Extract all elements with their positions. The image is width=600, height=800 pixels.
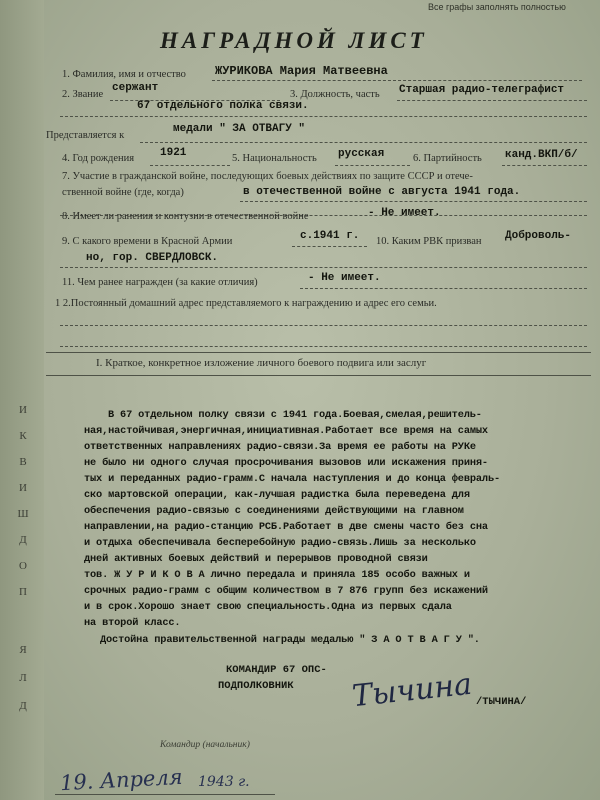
field-3-label: 3. Должность, часть bbox=[290, 89, 380, 100]
field-rule bbox=[140, 142, 587, 143]
field-6-label: 6. Партийность bbox=[413, 153, 482, 164]
narrative-line: и в срок.Хорошо знает свою специальность.Одна из первых сдала bbox=[84, 601, 452, 613]
margin-letter: Ш bbox=[17, 508, 29, 520]
conclusion-line: Достойна правительственной награды медалью " З А О Т В А Г У ". bbox=[100, 634, 480, 646]
field-rule bbox=[397, 100, 587, 101]
chief-label: Командир (начальник) bbox=[160, 740, 250, 750]
field-8-value: - Не имеет. bbox=[368, 207, 441, 219]
field-9-label: 9. С какого времени в Красной Армии bbox=[62, 236, 233, 247]
field-rule bbox=[292, 246, 367, 247]
margin-letter: В bbox=[19, 456, 27, 468]
document-title: НАГРАДНОЙ ЛИСТ bbox=[160, 28, 428, 53]
narrative-line: тов. Ж У Р И К О В А лично передала и приняла 185 особо важных и bbox=[84, 569, 470, 581]
narrative-line: и отдыха обеспечивала бесперебойную радио-связь.Лишь за несколько bbox=[84, 537, 476, 549]
narrative-line: на второй класс. bbox=[84, 617, 181, 629]
date-year: 1943 г. bbox=[198, 774, 250, 790]
present-value: медали " ЗА ОТВАГУ " bbox=[173, 123, 306, 135]
field-5-value: русская bbox=[338, 148, 385, 160]
margin-letter: Я bbox=[19, 644, 27, 656]
field-5-label: 5. Национальность bbox=[232, 153, 317, 164]
margin-letter: Д bbox=[19, 700, 27, 712]
field-rule bbox=[60, 267, 587, 268]
field-3-value-cont: 67 отдельного полка связи. bbox=[137, 100, 309, 112]
field-7-label: 7. Участие в гражданской войне, последующих боевых действиях по защите СССР и отече- bbox=[62, 171, 473, 182]
narrative-line: ско мартовской операции, как-лучшая радистка была переведена для bbox=[84, 489, 470, 501]
field-rule bbox=[60, 346, 587, 347]
narrative-line: ответственных направлениях радио-связи.За время ее работы на РУКе bbox=[84, 441, 476, 453]
margin-letter: И bbox=[19, 482, 27, 494]
field-rule bbox=[60, 325, 587, 326]
date-rule bbox=[55, 794, 275, 795]
narrative-line: направлении,на радио-станцию РСБ.Работает в две смены часто без сна bbox=[84, 521, 488, 533]
field-8-label: 8. Имеет ли ранения и контузии в отечественной войне bbox=[62, 211, 309, 222]
field-2-value: сержант bbox=[112, 82, 159, 94]
field-3-value: Старшая радио-телеграфист bbox=[399, 84, 565, 96]
narrative-line: срочных радио-грамм с общим количеством в 7 876 групп без искажений bbox=[84, 585, 488, 597]
field-rule bbox=[240, 201, 587, 202]
commander-title: КОМАНДИР 67 ОПС- bbox=[226, 664, 327, 676]
narrative-line: ная,настойчивая,энергичная,инициативная.Работает все время на самых bbox=[84, 425, 488, 437]
commander-name: /ТЫЧИНА/ bbox=[476, 696, 527, 708]
header-note: Все графы заполнять полностью bbox=[428, 2, 566, 12]
handwritten-date: 19. Апреля bbox=[59, 764, 184, 796]
margin-letter: К bbox=[19, 430, 27, 442]
field-7-value: в отечественной войне с августа 1941 года. bbox=[243, 186, 521, 198]
field-rule bbox=[60, 116, 587, 117]
narrative-line: дней активных боевых действий и перерывов проводной связи bbox=[84, 553, 428, 565]
narrative-line: обеспечения радио-связью с соединениями действующими на главном bbox=[84, 505, 464, 517]
margin-letter: О bbox=[19, 560, 27, 572]
handwritten-signature: Тычина bbox=[350, 666, 474, 715]
field-rule bbox=[212, 80, 582, 81]
margin-letter: Л bbox=[19, 672, 27, 684]
field-9-value: с.1941 г. bbox=[300, 230, 360, 242]
field-12-label: 1 2.Постоянный домашний адрес представляемого к награждению и адрес его семьи. bbox=[55, 298, 437, 309]
commander-rank: ПОДПОЛКОВНИК bbox=[218, 680, 294, 692]
narrative-line: В 67 отдельном полку связи с 1941 года.Боевая,смелая,решитель- bbox=[108, 409, 482, 421]
margin-letter: П bbox=[19, 586, 27, 598]
field-1-label: 1. Фамилия, имя и отчество bbox=[62, 69, 186, 80]
margin-letter: Д bbox=[19, 534, 27, 546]
field-rule bbox=[300, 288, 587, 289]
field-7-label-cont: ственной войне (где, когда) bbox=[62, 187, 184, 198]
field-10-label: 10. Каким РВК призван bbox=[376, 236, 482, 247]
margin-letter: И bbox=[19, 404, 27, 416]
field-2-label: 2. Звание bbox=[62, 89, 104, 100]
present-label: Представляется к bbox=[46, 130, 125, 141]
narrative-line: не было ни одного случая просрочивания вызовов или искажения приня- bbox=[84, 457, 488, 469]
field-1-value: ЖУРИКОВА Мария Матвеевна bbox=[215, 64, 388, 78]
field-6-value: канд.ВКП/б/ bbox=[505, 149, 578, 161]
field-rule bbox=[150, 165, 230, 166]
field-11-label: 11. Чем ранее награжден (за какие отличия) bbox=[62, 277, 258, 288]
field-11-value: - Не имеет. bbox=[308, 272, 381, 284]
field-4-label: 4. Год рождения bbox=[62, 153, 135, 164]
field-10-value-cont: но, гор. СВЕРДЛОВСК. bbox=[86, 252, 219, 264]
field-rule bbox=[502, 165, 587, 166]
field-4-value: 1921 bbox=[160, 147, 187, 159]
narrative-line: тых и переданных радио-грамм.С начала наступления и до конца февраль- bbox=[84, 473, 501, 485]
field-10-value: Доброволь- bbox=[505, 230, 572, 242]
section-title: I. Краткое, конкретное изложение личного боевого подвига или заслуг bbox=[96, 357, 427, 369]
field-rule bbox=[335, 165, 410, 166]
